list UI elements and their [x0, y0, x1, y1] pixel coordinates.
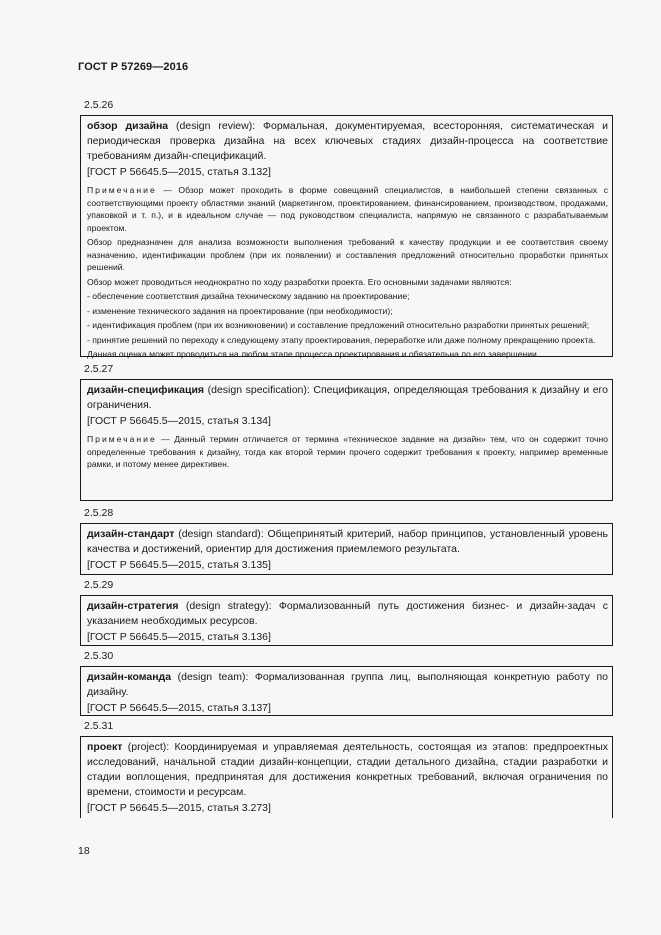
entry-number: 2.5.30	[84, 650, 114, 662]
term-reference: [ГОСТ Р 56645.5—2015, статья 3.134]	[87, 415, 271, 427]
entry-number: 2.5.27	[84, 363, 114, 375]
definition-text: (project): Координируемая и управляемая деятельность, состоящая из этапов: предпроектных исследований, начальной стадии дизайн-концепции, стадии детального дизайна, стадии разработки и стадии воплощения, предпринятая для достижения конкретных требований, включая ограничения по времени, стоимости и ресурсам.	[87, 741, 608, 798]
term-name: дизайн-стратегия	[87, 600, 179, 612]
term-reference: [ГОСТ Р 56645.5—2015, статья 3.132]	[87, 166, 271, 178]
note-list-item: - обеспечение соответствия дизайна техническому заданию на проектирование;	[87, 291, 410, 301]
term-name: дизайн-стандарт	[87, 528, 175, 540]
term-entry	[80, 115, 613, 357]
term-entry	[80, 736, 613, 818]
term-reference: [ГОСТ Р 56645.5—2015, статья 3.135]	[87, 559, 271, 571]
term-name: проект	[87, 741, 123, 753]
note-list-item: - идентификация проблем (при их возникновении) и составление предложений относительно разработки принятых решений;	[87, 320, 590, 330]
term-reference: [ГОСТ Р 56645.5—2015, статья 3.273]	[87, 802, 271, 814]
term-reference: [ГОСТ Р 56645.5—2015, статья 3.137]	[87, 702, 271, 714]
definition-text: (design standard): Общепринятый критерий, набор принципов, установленный уровень качества и достижений, ориентир для достижения приемлемого результата.	[87, 528, 608, 555]
definition-text: (design team): Формализованная группа лиц, выполняющая конкретную работу по дизайну.	[87, 671, 608, 698]
term-definition	[87, 527, 608, 557]
term-note	[87, 184, 608, 234]
definition-text: (design review): Формальная, документируемая, всесторонняя, систематическая и периодическая проверка дизайна на всех ключевых стадиях дизайн-процесса на соответствие требованиям дизайн-спецификаций.	[87, 120, 608, 162]
note-list-item: - изменение технического задания на проектирование (при необходимости);	[87, 305, 393, 316]
note-paragraph: Обзор предназначен для анализа возможности выполнения требований к качеству продукции и ее соответствия своему назначению, идентификации проблем (при их появлении) и составления предложений относительно проработки принятых решений.	[87, 237, 608, 272]
term-definition	[87, 383, 608, 413]
entry-number: 2.5.29	[84, 579, 114, 591]
definition-text: (design strategy): Формализованный путь достижения бизнес- и дизайн-задач с указанием необходимых ресурсов.	[87, 600, 609, 627]
entry-number: 2.5.26	[84, 99, 114, 111]
definition-text: (design specification): Спецификация, определяющая требования к дизайну и его ограничения.	[87, 384, 608, 411]
term-reference: [ГОСТ Р 56645.5—2015, статья 3.136]	[87, 631, 271, 643]
term-entry	[80, 666, 613, 716]
note-label: Примечание	[87, 434, 157, 444]
term-name: дизайн-спецификация	[87, 384, 205, 396]
term-entry	[80, 379, 613, 501]
note-paragraph: Данная оценка может проводиться на любом этапе процесса проектирования и обязательна по его завершении.	[87, 349, 540, 359]
note-label: Примечание	[87, 185, 157, 195]
term-name: дизайн-команда	[87, 671, 172, 683]
document-header: ГОСТ Р 57269—2016	[78, 61, 189, 73]
entry-number: 2.5.28	[84, 507, 114, 519]
term-definition	[87, 599, 608, 629]
term-entry	[80, 523, 613, 575]
term-note	[87, 433, 608, 471]
note-text: — Данный термин отличается от термина «техническое задание на дизайн» тем, что он содержит точно определенные требования к дизайну, тогда как второй термин прочего содержит требования к проекту, например временные рамки, и потому менее директивен.	[87, 434, 608, 469]
entry-number: 2.5.31	[84, 720, 114, 732]
term-definition	[87, 740, 608, 800]
note-paragraph: Обзор может проводиться неоднократно по ходу разработки проекта. Его основными задачами являются:	[87, 276, 512, 287]
term-definition	[87, 119, 608, 164]
note-list-item: - принятие решений по переходу к следующему этапу проектирования, переработке или даже полному прекращению проекта.	[87, 334, 596, 345]
term-name: обзор дизайна	[87, 120, 169, 132]
term-definition	[87, 670, 608, 700]
page-number: 18	[78, 845, 90, 857]
term-entry	[80, 595, 613, 646]
note-text: — Обзор может проходить в форме совещаний специалистов, в наибольшей степени связанных с соответствующими проекту областями знаний (маркетингом, проектированием, финансированием, производством, продажами, упаковкой и т. п.), и в идеальном случае — под руководством специалиста, напрямую не связанного с разрабатываемым проектом.	[87, 185, 608, 233]
